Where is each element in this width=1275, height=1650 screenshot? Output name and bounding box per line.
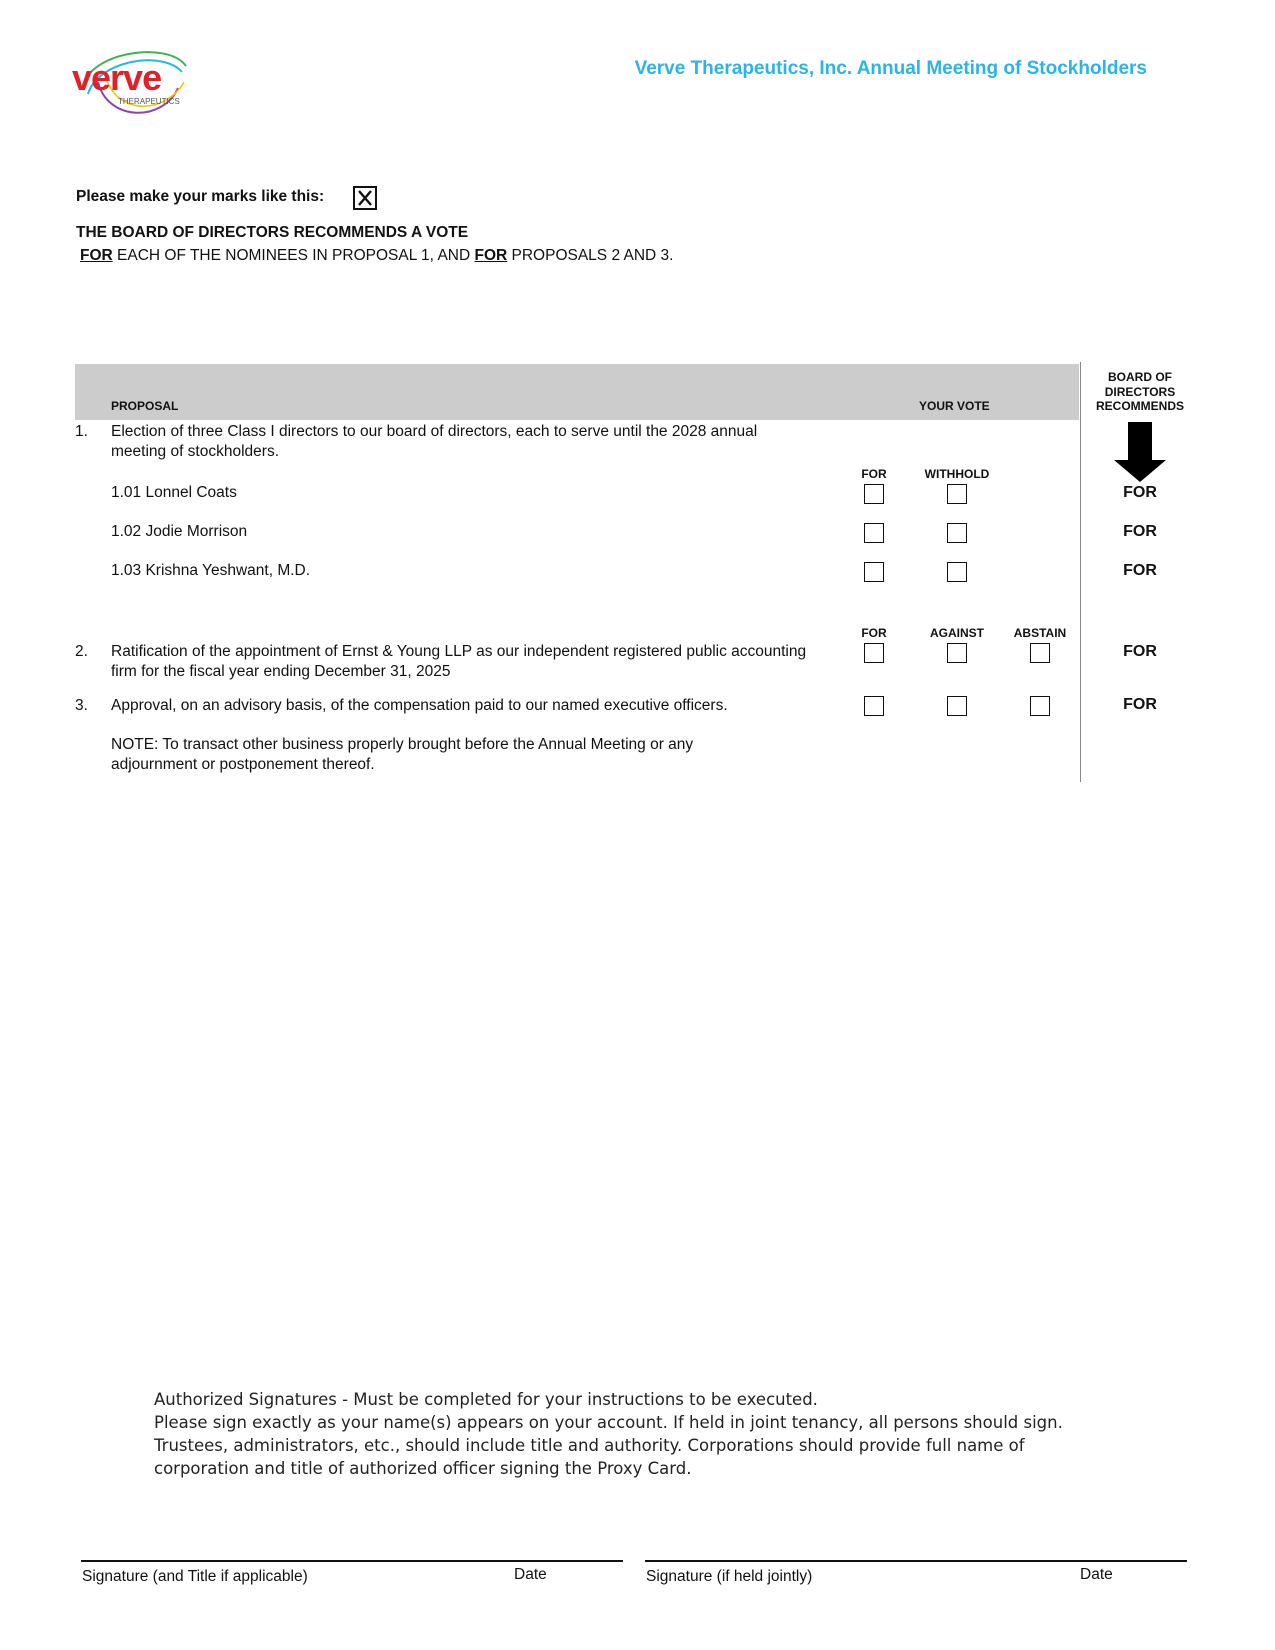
board-recommendation-heading: THE BOARD OF DIRECTORS RECOMMENDS A VOTE bbox=[76, 224, 469, 241]
vote-header-for: FOR bbox=[861, 467, 887, 481]
verve-logo bbox=[68, 42, 198, 122]
board-recommendation-detail bbox=[80, 247, 673, 265]
auth-heading: Authorized Signatures - Must be completed for your instructions to be executed. bbox=[154, 1390, 818, 1409]
signature-1-label: Signature (and Title if applicable) bbox=[82, 1568, 308, 1585]
proposal-1-text: Election of three Class I directors to our board of directors, each to serve until the 2028 annual meeting of stockholders. bbox=[111, 423, 758, 460]
vote-header-against: AGAINST bbox=[930, 626, 984, 640]
nominee-1-name: 1.01 Lonnel Coats bbox=[111, 484, 237, 501]
proposal-3-number: 3. bbox=[75, 697, 88, 714]
nominee-3-for-checkbox[interactable] bbox=[864, 562, 884, 582]
proposal-2-against-checkbox[interactable] bbox=[947, 643, 967, 663]
nominee-1-for-checkbox[interactable] bbox=[864, 484, 884, 504]
down-arrow-icon bbox=[1114, 422, 1166, 482]
column-header-your-vote: YOUR VOTE bbox=[919, 399, 990, 413]
date-1-label: Date bbox=[514, 1566, 547, 1583]
other-business-note: NOTE: To transact other business properly brought before the Annual Meeting or any adjournment or postponement thereof. bbox=[111, 736, 694, 773]
signature-1-line bbox=[81, 1560, 623, 1562]
signature-2-line bbox=[645, 1560, 1187, 1562]
column-header-board-recommends: BOARD OF DIRECTORS RECOMMENDS bbox=[1095, 370, 1184, 413]
proposal-2-text: Ratification of the appointment of Ernst & Young LLP as our independent registered public accounting firm for the fiscal year ending December 31, 2025 bbox=[111, 643, 807, 680]
recommendation-text-2: PROPOSALS 2 AND 3. bbox=[511, 247, 674, 264]
proposal-2-for-checkbox[interactable] bbox=[864, 643, 884, 663]
example-mark-icon bbox=[353, 186, 377, 210]
nominee-2-withhold-checkbox[interactable] bbox=[947, 523, 967, 543]
for-emphasis: FOR bbox=[474, 247, 508, 264]
nominee-3-withhold-checkbox[interactable] bbox=[947, 562, 967, 582]
proposal-3-for-checkbox[interactable] bbox=[864, 696, 884, 716]
proposal-3-abstain-checkbox[interactable] bbox=[1030, 696, 1050, 716]
signature-2-label: Signature (if held jointly) bbox=[646, 1568, 813, 1585]
marks-instruction: Please make your marks like this: bbox=[76, 188, 325, 205]
nominee-1-withhold-checkbox[interactable] bbox=[947, 484, 967, 504]
nominee-2-for-checkbox[interactable] bbox=[864, 523, 884, 543]
proposal-3-recommendation: FOR bbox=[1123, 696, 1157, 713]
proposal-3-against-checkbox[interactable] bbox=[947, 696, 967, 716]
column-divider bbox=[1080, 362, 1081, 782]
proposal-1-number: 1. bbox=[75, 423, 88, 440]
logo-subtext: THERAPEUTICS bbox=[118, 97, 180, 106]
proposal-2-abstain-checkbox[interactable] bbox=[1030, 643, 1050, 663]
proposal-2-number: 2. bbox=[75, 643, 88, 660]
recommendation-text-1: EACH OF THE NOMINEES IN PROPOSAL 1, AND bbox=[117, 247, 471, 264]
authorized-signatures-text bbox=[154, 1388, 1104, 1480]
vote-header-withhold: WITHHOLD bbox=[924, 467, 990, 481]
logo-wordmark: verve bbox=[72, 57, 162, 98]
vote-header-abstain: ABSTAIN bbox=[1013, 626, 1067, 640]
proposal-2-recommendation: FOR bbox=[1123, 643, 1157, 660]
proposal-3-text: Approval, on an advisory basis, of the compensation paid to our named executive officers. bbox=[111, 697, 728, 714]
page-title: Verve Therapeutics, Inc. Annual Meeting of Stockholders bbox=[634, 58, 1147, 79]
for-emphasis: FOR bbox=[80, 247, 113, 264]
nominee-3-name: 1.03 Krishna Yeshwant, M.D. bbox=[111, 562, 311, 579]
nominee-2-recommendation: FOR bbox=[1123, 523, 1157, 540]
vote-header-for: FOR bbox=[861, 626, 887, 640]
auth-instructions: Please sign exactly as your name(s) appears on your account. If held in joint tenancy, all persons should sign. Trustees, administrators, etc., should include title and authority. Corporations should provide full name of corporation and title of authorized officer signing the Proxy Card. bbox=[154, 1413, 1063, 1478]
nominee-1-recommendation: FOR bbox=[1123, 484, 1157, 501]
nominee-3-recommendation: FOR bbox=[1123, 562, 1157, 579]
nominee-2-name: 1.02 Jodie Morrison bbox=[111, 523, 248, 540]
column-header-proposal: PROPOSAL bbox=[111, 399, 179, 413]
date-2-label: Date bbox=[1080, 1566, 1113, 1583]
